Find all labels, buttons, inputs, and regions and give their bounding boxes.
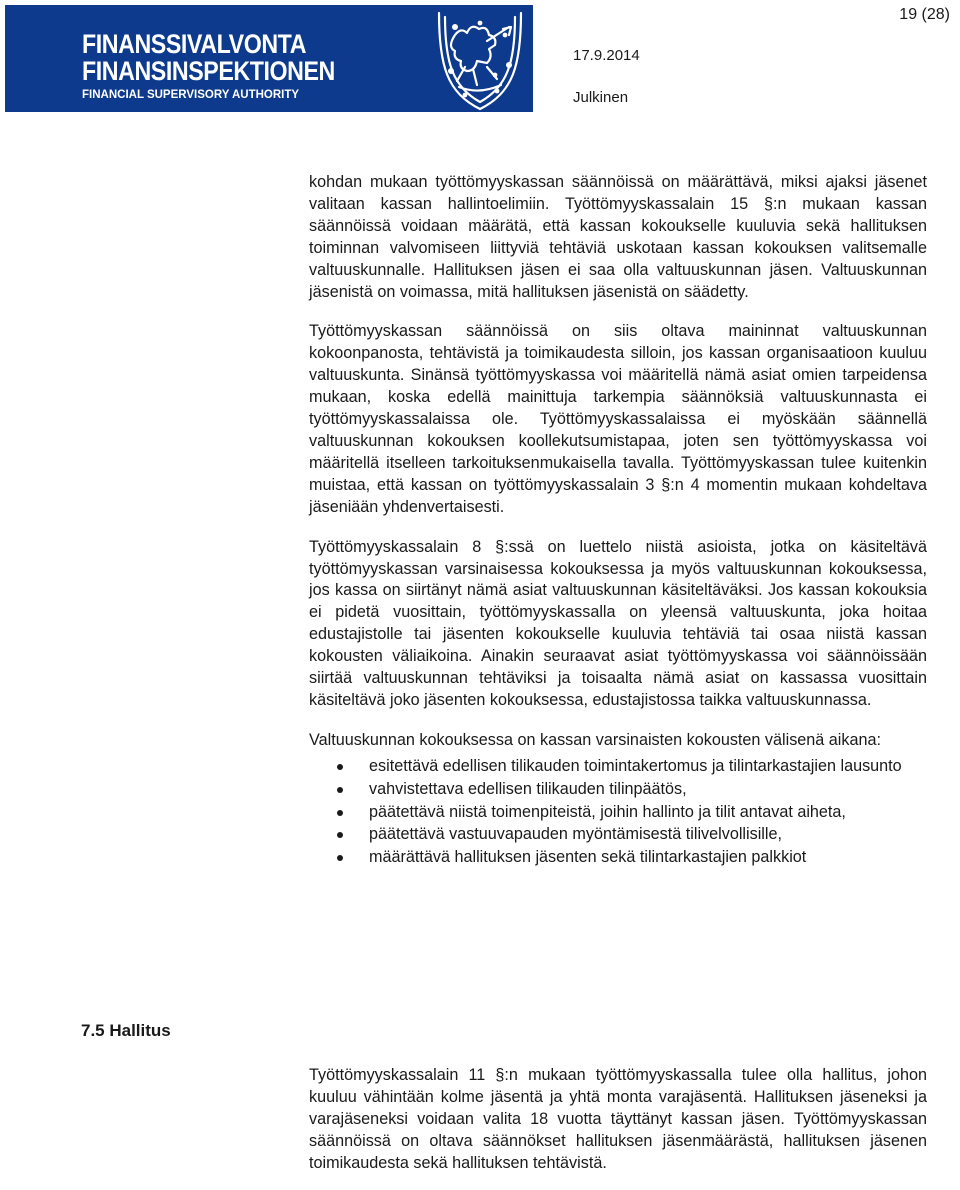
org-name-swedish: FINANSINSPEKTIONEN [82, 56, 335, 86]
organization-logo-text [82, 31, 376, 104]
list-item: vahvistettava edellisen tilikauden tilinpäätös, [309, 779, 927, 801]
paragraph: Työttömyyskassan säännöissä on siis oltava maininnat valtuuskunnan kokoonpanosta, tehtävistä ja toimikaudesta silloin, jos kassan organisaatioon kuuluu valtuuskunta. Sinänsä työttömyyskassa voi määritellä nämä asiat omien tarpeidensa mukaan, koska edellä mainittuja tarkempia säännöksiä valtuuskunnasta ei työttömyyskassalaissa ole. Työttömyyskassalaissa ei myöskään säännellä valtuuskunnan kokouksen koollekutsumistapaa, joten sen työttömyyskassa voi määritellä itselleen tarkoituksenmukaisella tavalla. Työttömyyskassan tulee kuitenkin muistaa, että kassan on työttömyyskassalain 3 §:n 4 momentin mukaan kohdeltava jäseniään yhdenvertaisesti. [309, 322, 927, 516]
header-banner [5, 5, 533, 112]
section-body [309, 1065, 927, 1175]
document-body [309, 172, 927, 869]
list-item: päätettävä niistä toimenpiteistä, joihin hallinto ja tilit antavat aiheta, [309, 802, 927, 824]
list-item: määrättävä hallituksen jäsenten sekä tilintarkastajien palkkiot [309, 847, 927, 869]
paragraph: Työttömyyskassalain 8 §:ssä on luettelo niistä asioista, jotka on käsiteltävä työttömyyskassan varsinaisessa kokouksessa ja myös valtuuskunnan kokouksessa, jos kassa on siirtänyt nämä asiat valtuuskunnan käsiteltäväksi. Jos kassan kokouksia ei pidetä vuosittain, työttömyyskassalla on yleensä valtuuskunta, joka hoitaa edustajistolle tai jäsenten kokoukselle kuuluvia tehtäviä tai osaa niistä kassan kokousten väliaikoina. Ainakin seuraavat asiat työttömyyskassa voi säännöissään siirtää valtuuskunnan tehtäviksi ja toisaalta nämä asiat on kassassa vuosittain käsiteltävä joko jäsenten kokouksessa, edustajistossa taikka valtuuskunnassa. [309, 537, 927, 709]
org-name-english: FINANCIAL SUPERVISORY AUTHORITY [82, 89, 300, 101]
paragraph-text: kohdan mukaan työttömyyskassan säännöissä on määrättävä, miksi ajaksi jäsenet valitaan kassan hallintoelimiin. Työttömyyskassalain 15 §:n mukaan kassan säännöissä voidaan määrätä, että kassan kokoukselle kuuluvia sekä hallituksen toiminnan valvomiseen liittyviä tehtäviä uskotaan kassan kokouksen valitsemalle valtuuskunnalle. Hallituksen jäsen ei saa olla valtuuskunnan jäsen. Valtuuskunnan jäsenistä on voimassa, mitä hallituksen jäsenistä on säädetty. [309, 173, 927, 301]
org-name-finnish: FINANSSIVALVONTA [82, 29, 307, 59]
paragraph: Työttömyyskassalain 11 §:n mukaan työttömyyskassalla tulee olla hallitus, johon kuuluu vähintään kolme jäsentä ja yhtä monta varajäsentä. Hallituksen jäseneksi ja varajäseneksi voidaan valita 18 vuotta täyttänyt kassan jäsen. Työttömyyskassan säännöissä on oltava säännökset hallituksen jäsenmäärästä, hallituksen jäsenen toimikaudesta sekä hallituksen tehtävistä. [309, 1066, 927, 1172]
paragraph: Valtuuskunnan kokouksessa on kassan varsinaisten kokousten välisenä aikana: [309, 730, 882, 749]
document-classification: Julkinen [573, 89, 629, 106]
paragraph [309, 172, 927, 303]
list-item: päätettävä vastuuvapauden myöntämisestä tilivelvollisille, [309, 824, 927, 846]
page-number: 19 (28) [899, 6, 950, 23]
bullet-list [309, 756, 927, 870]
coat-of-arms-lion-icon [425, 5, 533, 112]
section-heading: 7.5 Hallitus [81, 1021, 171, 1040]
document-date: 17.9.2014 [573, 47, 640, 64]
list-item: esitettävä edellisen tilikauden toimintakertomus ja tilintarkastajien lausunto [309, 756, 927, 778]
